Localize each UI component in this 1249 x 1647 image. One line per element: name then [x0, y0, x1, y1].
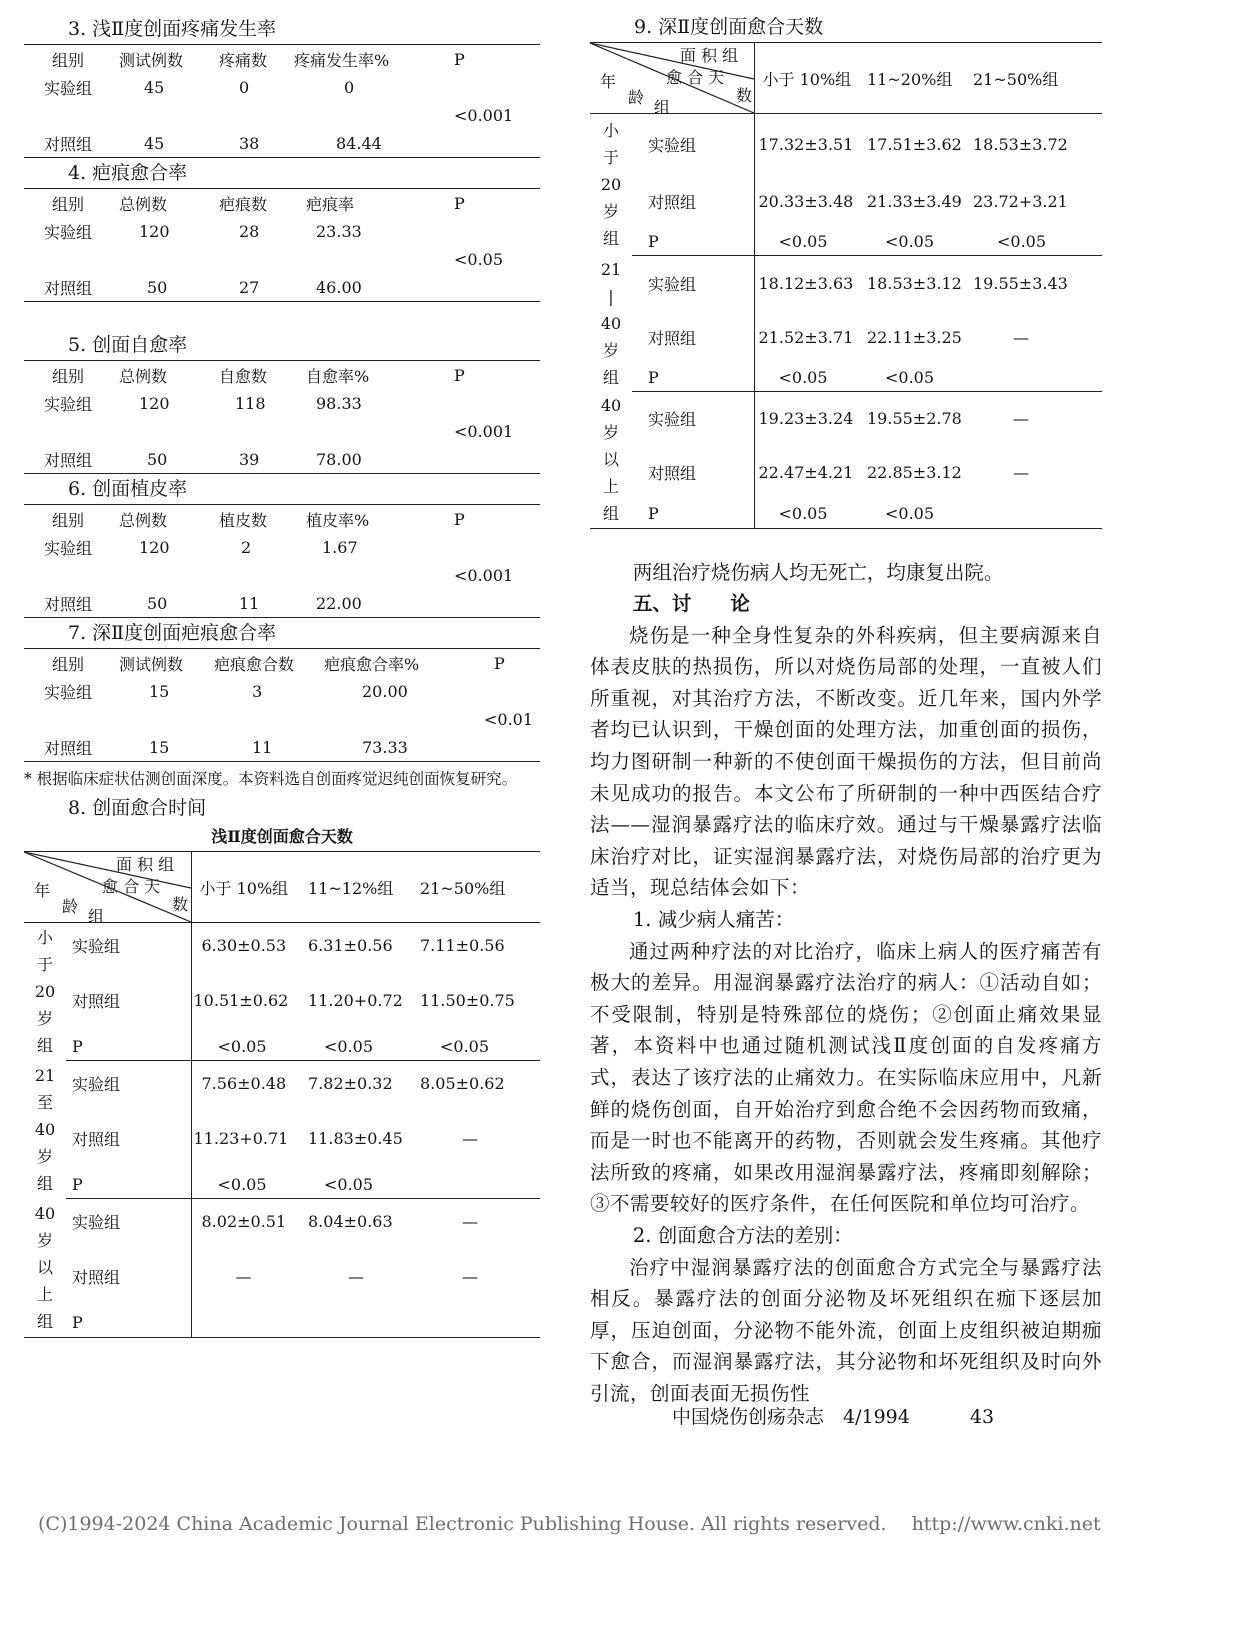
row-label: 对照组 — [648, 193, 697, 212]
diag-area-label: 面 积 组 — [680, 46, 739, 65]
row-label: 实验组 — [72, 1074, 121, 1094]
table-7 — [24, 649, 540, 761]
cell: 98.33 — [316, 393, 362, 413]
table-row — [24, 389, 540, 417]
diag-age-label-2: 龄 — [628, 88, 645, 107]
table-row — [24, 1199, 540, 1244]
header-cell: 自愈率% — [306, 366, 370, 386]
header-cell: P — [454, 49, 465, 69]
cell: <0.05 — [191, 1171, 308, 1199]
cell: 22.47±4.21 — [754, 446, 867, 500]
cell: — — [462, 1266, 478, 1286]
age-group-label: 21 | 40 岁 组 — [600, 260, 622, 387]
paragraph: 烧伤是一种全身性复杂的外科疾病，但主要病源来自体表皮肤的热损伤，所以对烧伤局部的处理，一直被人们所重视，对其治疗方法，不断改变。近几年来，国内外学者均已认识到，干燥创面的处理方法，加重创面的损伤，均力图研制一种新的不使创面干燥损伤的方法，但目前尚未见成功的报告。本文公布了所研制的一种中西医结合疗法——湿润暴露疗法的临床疗效。通过与干燥暴露疗法临床治疗对比，证实湿润暴露疗法，对烧伤局部的治疗更为适当，现总结体会如下： — [590, 623, 1102, 900]
age-group-label: 40 岁 以 上 组 — [600, 396, 622, 523]
header-cell: 疤痕率 — [306, 194, 355, 214]
cell: 6.30±0.53 — [191, 923, 308, 968]
cell: 20.00 — [362, 681, 408, 701]
cell: 17.51±3.62 — [867, 135, 962, 155]
header-cell: 组别 — [52, 366, 85, 386]
table-3 — [24, 45, 540, 157]
cell: — — [348, 1266, 364, 1286]
cell: 23.72+3.21 — [973, 192, 1068, 211]
cell: <0.05 — [191, 1033, 308, 1061]
table-row — [24, 677, 540, 705]
cell: — — [462, 1128, 478, 1148]
cell: 84.44 — [336, 133, 382, 153]
header-cell: P — [454, 193, 465, 213]
column-header: 11~12%组 — [308, 852, 420, 923]
table-row — [24, 1171, 540, 1199]
cell: 11.23+0.71 — [191, 1106, 308, 1171]
subsection-heading: 2. 创面愈合方法的差别： — [632, 1223, 853, 1247]
row-label: P — [648, 504, 659, 523]
row-label: 实验组 — [44, 394, 93, 414]
journal-name: 中国烧伤创疡杂志 4/1994 — [672, 1406, 910, 1428]
row-label: P — [632, 364, 754, 392]
cell — [420, 1171, 540, 1199]
cell: <0.05 — [885, 504, 935, 523]
table-9-title: 9. 深Ⅱ度创面愈合天数 — [634, 16, 824, 38]
cell: 22.00 — [316, 593, 362, 613]
p-value: <0.05 — [454, 249, 504, 269]
diag-area-label: 面 积 组 — [116, 855, 175, 874]
cell: <0.05 — [754, 500, 867, 528]
outcome-line: 两组治疗烧伤病人均无死亡，均康复出院。 — [632, 560, 1004, 584]
table-row — [590, 312, 1102, 364]
page-number: 43 — [969, 1406, 995, 1428]
header-cell: P — [454, 365, 465, 385]
row-label: 对照组 — [72, 1129, 121, 1149]
table-6-title: 6. 创面植皮率 — [68, 478, 188, 500]
table-6 — [24, 505, 540, 617]
cell: 2 — [241, 537, 252, 557]
footnote: * 根据临床症状估测创面深度。本资料选自创面疼觉迟纯创面恢复研究。 — [24, 770, 518, 788]
cell: 50 — [147, 449, 168, 469]
table-row — [24, 273, 540, 301]
table-row — [590, 176, 1102, 228]
cell: 17.32±3.51 — [754, 114, 867, 176]
table-3-title: 3. 浅Ⅱ度创面疼痛发生率 — [68, 18, 277, 40]
table-row — [24, 533, 540, 561]
cell: <0.05 — [867, 364, 973, 392]
header-cell: 疤痕数 — [219, 194, 268, 214]
table-8-bottom-rule — [24, 1337, 540, 1338]
column-header: 11~20%组 — [867, 43, 973, 114]
header-cell: 组别 — [52, 510, 85, 530]
header-cell: P — [454, 509, 465, 529]
table-row — [590, 43, 1102, 114]
row-label: 对照组 — [44, 594, 93, 614]
cell: 8.02±0.51 — [191, 1199, 308, 1244]
table-4-title: 4. 疤痕愈合率 — [68, 162, 188, 184]
row-label: 实验组 — [44, 682, 93, 702]
table-row — [590, 228, 1102, 256]
table-row — [24, 1244, 540, 1309]
diagonal-header — [590, 43, 754, 117]
column-header: 21~50%组 — [973, 43, 1102, 114]
table-row — [24, 589, 540, 617]
header-cell: 疤痕愈合率% — [324, 654, 420, 674]
table-5 — [24, 361, 540, 473]
subsection-heading: 1. 减少病人痛苦： — [632, 908, 795, 932]
table-row — [24, 417, 540, 445]
table-row — [24, 1106, 540, 1171]
table-row — [24, 852, 540, 923]
age-group-label: 小 于 20 岁 组 — [600, 121, 622, 249]
cell: 19.55±2.78 — [867, 409, 962, 429]
cell: 6.31±0.56 — [308, 935, 393, 955]
table-9 — [590, 43, 1102, 528]
cell: 7.82±0.32 — [308, 1073, 393, 1093]
diagonal-header — [24, 852, 191, 926]
age-group-label: 小 于 20 岁 组 — [34, 928, 56, 1056]
header-cell: 总例数 — [119, 194, 168, 214]
table-7-title: 7. 深Ⅱ度创面疤痕愈合率 — [68, 622, 277, 644]
table-row — [24, 505, 540, 533]
cell: 21.52±3.71 — [754, 312, 867, 364]
p-value: <0.001 — [454, 565, 514, 585]
diag-heal-label: 愈 合 天 — [102, 877, 161, 896]
table-row — [24, 1061, 540, 1106]
p-value: <0.01 — [484, 709, 534, 729]
column-header: 小于 10%组 — [191, 852, 308, 923]
row-label: P — [66, 1033, 191, 1061]
p-value: <0.001 — [454, 105, 514, 125]
table-row — [24, 705, 540, 733]
cell: 11.83±0.45 — [308, 1128, 403, 1148]
right-column — [590, 12, 1102, 1410]
table-row — [590, 446, 1102, 500]
cell: 45 — [144, 77, 165, 97]
table-row — [24, 217, 540, 245]
header-cell: 总例数 — [119, 510, 168, 530]
section-heading: 五、讨 论 — [632, 592, 750, 616]
cell: — — [1013, 328, 1029, 347]
row-label: 对照组 — [44, 738, 93, 758]
cell: <0.05 — [420, 1033, 540, 1061]
table-row — [24, 101, 540, 129]
cell: 78.00 — [316, 449, 362, 469]
row-label: P — [632, 228, 754, 256]
age-group-label: 40 岁 以 上 组 — [34, 1204, 56, 1331]
cell: 22.11±3.25 — [867, 328, 962, 347]
column-header: 小于 10%组 — [754, 43, 867, 114]
header-cell: 自愈数 — [219, 366, 268, 386]
cell: 15 — [149, 681, 170, 701]
row-label: 实验组 — [72, 936, 121, 956]
row-label: 实验组 — [44, 538, 93, 558]
cell: 50 — [147, 593, 168, 613]
cell: <0.05 — [308, 1171, 420, 1199]
table-row — [590, 364, 1102, 392]
table-row — [24, 189, 540, 217]
cell: 50 — [147, 277, 168, 297]
row-label: P — [72, 1313, 83, 1332]
cell: 46.00 — [316, 277, 362, 297]
cell: 39 — [239, 449, 260, 469]
row-label: 对照组 — [44, 278, 93, 298]
cell: 28 — [239, 221, 260, 241]
diag-heal-label: 愈 合 天 — [666, 68, 725, 87]
row-label: 对照组 — [44, 450, 93, 470]
cell — [191, 1309, 308, 1337]
cell: <0.05 — [973, 228, 1102, 256]
cell: 23.33 — [316, 221, 362, 241]
cell: — — [1013, 463, 1029, 482]
row-label: 实验组 — [648, 275, 697, 295]
diag-age-label-2: 龄 — [62, 897, 79, 916]
cell: 22.85±3.12 — [867, 463, 962, 482]
row-label: 对照组 — [648, 464, 697, 483]
cell: 118 — [235, 393, 266, 413]
table-row — [24, 445, 540, 473]
table-4 — [24, 189, 540, 301]
table-8-title: 8. 创面愈合时间 — [68, 797, 207, 819]
cell: 0 — [344, 77, 355, 97]
row-label: 对照组 — [648, 329, 697, 348]
table-row — [590, 114, 1102, 176]
header-cell: 测试例数 — [119, 50, 184, 70]
cell: 120 — [139, 221, 170, 241]
cell — [308, 1309, 420, 1337]
table-row — [24, 923, 540, 968]
table-row — [590, 256, 1102, 312]
row-label: 实验组 — [72, 1212, 121, 1232]
header-cell: 植皮率% — [306, 510, 370, 530]
cell: <0.05 — [867, 228, 973, 256]
copyright-notice: (C)1994-2024 China Academic Journal Electronic Publishing House. All rights reserved. http://www.cnki.net — [38, 1513, 1101, 1535]
row-label: 对照组 — [72, 991, 121, 1011]
row-label: P — [66, 1171, 191, 1199]
cell: <0.05 — [754, 364, 867, 392]
table-row — [24, 129, 540, 157]
header-cell: 测试例数 — [119, 654, 184, 674]
cell: 120 — [139, 393, 170, 413]
cell — [973, 364, 1102, 392]
cell: 0 — [239, 77, 250, 97]
table-row — [24, 1033, 540, 1061]
row-label: 对照组 — [72, 1267, 121, 1287]
cell: 15 — [149, 737, 170, 757]
cell: 7.11±0.56 — [420, 935, 505, 955]
cell: 27 — [239, 277, 260, 297]
table-8-subtitle: 浅Ⅱ度创面愈合天数 — [211, 827, 353, 846]
cell: 18.53±3.72 — [973, 135, 1068, 155]
row-label: 实验组 — [648, 136, 697, 156]
cell: 20.33±3.48 — [754, 176, 867, 228]
cell: 19.23±3.24 — [754, 392, 867, 446]
journal-footer — [672, 1402, 994, 1429]
table-row — [24, 361, 540, 389]
cell: <0.05 — [754, 228, 867, 256]
header-cell: 疼痛发生率% — [294, 50, 390, 70]
cell: 11.20+0.72 — [308, 990, 403, 1010]
table-row — [590, 392, 1102, 446]
cell: 8.05±0.62 — [420, 1073, 505, 1093]
table-row — [24, 73, 540, 101]
header-cell: 疼痛数 — [219, 50, 268, 70]
age-group-label: 21 至 40 岁 组 — [34, 1066, 56, 1193]
cell: — — [191, 1244, 308, 1309]
cell: 11 — [252, 737, 273, 757]
table-row — [24, 968, 540, 1033]
row-label: 实验组 — [648, 410, 697, 430]
row-label: 实验组 — [44, 222, 93, 242]
cell: 21.33±3.49 — [867, 192, 962, 211]
cell: 18.53±3.12 — [867, 274, 962, 294]
row-label: 实验组 — [44, 78, 93, 98]
cell — [420, 1309, 540, 1337]
cell: 11 — [239, 593, 260, 613]
header-cell: 组别 — [52, 654, 85, 674]
cell: 19.55±3.43 — [973, 274, 1068, 294]
diag-days-label: 数 — [172, 895, 189, 914]
diag-group-label: 组 — [654, 98, 671, 117]
cell: — — [462, 1211, 478, 1231]
table-row — [24, 245, 540, 273]
cell: <0.05 — [308, 1033, 420, 1061]
table-row — [24, 733, 540, 761]
header-cell: 组别 — [52, 194, 85, 214]
table-row — [24, 649, 540, 677]
table-row — [590, 500, 1102, 528]
cell: 73.33 — [362, 737, 408, 757]
cell: 120 — [139, 537, 170, 557]
cell: 38 — [239, 133, 260, 153]
table-row — [24, 45, 540, 73]
column-header: 21~50%组 — [420, 852, 540, 923]
cell: — — [1013, 409, 1029, 429]
cell — [973, 500, 1102, 528]
cell: 7.56±0.48 — [191, 1061, 308, 1106]
header-cell: 总例数 — [119, 366, 168, 386]
p-value: <0.001 — [454, 421, 514, 441]
cell: 1.67 — [322, 537, 358, 557]
diag-age-label: 年 — [34, 881, 51, 900]
table-row — [24, 1309, 540, 1337]
cell: 18.12±3.63 — [754, 256, 867, 312]
table-5-title: 5. 创面自愈率 — [68, 334, 188, 356]
cell: 45 — [144, 133, 165, 153]
header-cell: 疤痕愈合数 — [214, 654, 295, 674]
cell: 10.51±0.62 — [191, 968, 308, 1033]
diag-group-label: 组 — [88, 907, 105, 926]
left-column — [24, 14, 540, 1338]
header-cell: 组别 — [52, 50, 85, 70]
cell: 11.50±0.75 — [420, 990, 515, 1010]
header-cell: P — [494, 653, 505, 673]
row-label: 对照组 — [44, 134, 93, 154]
paragraph: 通过两种疗法的对比治疗，临床上病人的医疗痛苦有极大的差异。用湿润暴露疗法治疗的病人：①活动自如；不受限制，特别是特殊部位的烧伤；②创面止痛效果显著，本资料中也通过随机测试浅Ⅱ度创面的自发疼痛方式，表达了该疗法的止痛效力。在实际临床应用中，凡新鲜的烧伤创面，自开始治疗到愈合绝不会因药物而致痛，而是一时也不能离开的药物，否则就会发生疼痛。其他疗法所致的疼痛，如果改用湿润暴露疗法，疼痛即刻解除；③不需要较好的医疗条件，在任何医院和单位均可治疗。 — [590, 939, 1102, 1216]
table-8 — [24, 852, 540, 1337]
diag-age-label: 年 — [600, 72, 617, 91]
paragraph: 治疗中湿润暴露疗法的创面愈合方式完全与暴露疗法相反。暴露疗法的创面分泌物及坏死组织在痂下逐层加厚，压迫创面，分泌物不能外流，创面上皮组织被迫期痂下愈合，而湿润暴露疗法，其分泌物和坏死组织及时向外引流，创面表面无损伤性 — [590, 1255, 1102, 1405]
header-cell: 植皮数 — [219, 510, 268, 530]
table-row — [24, 561, 540, 589]
cell: 8.04±0.63 — [308, 1211, 393, 1231]
diag-days-label: 数 — [736, 86, 753, 105]
cell: 3 — [252, 681, 263, 701]
